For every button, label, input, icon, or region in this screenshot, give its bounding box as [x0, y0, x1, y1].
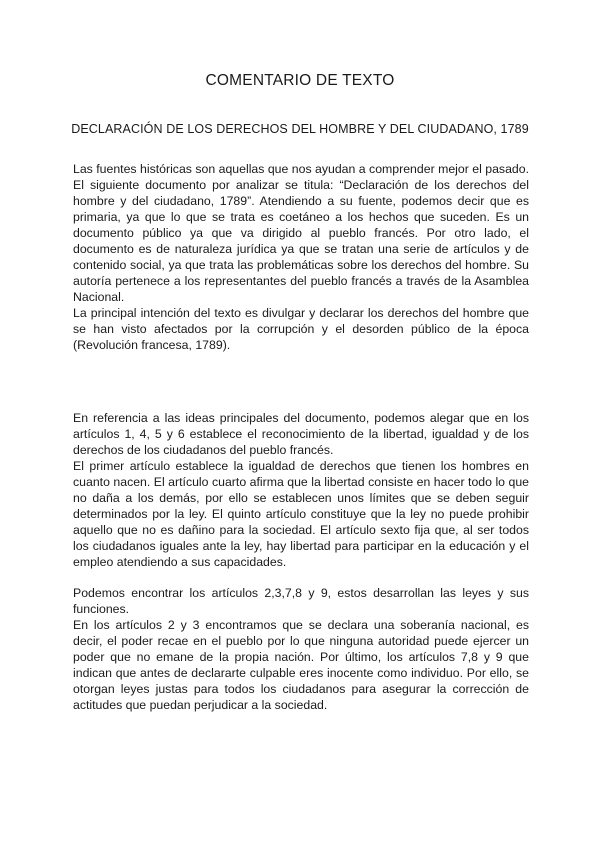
- paragraph: La principal intención del texto es divulgar y declarar los derechos del hombre que se han visto afectados por la corrupción y el desorden público de la época (Revolución francesa, 1789).: [73, 306, 529, 352]
- document-subtitle: DECLARACIÓN DE LOS DERECHOS DEL HOMBRE Y DEL CIUDADANO, 1789: [71, 122, 529, 136]
- document-title: COMENTARIO DE TEXTO: [205, 72, 395, 89]
- main-ideas-section: [73, 410, 529, 570]
- paragraph: Podemos encontrar los artículos 2,3,7,8 y 9, estos desarrollan las leyes y sus funciones.: [73, 586, 529, 616]
- paragraph: En referencia a las ideas principales del documento, podemos alegar que en los artículos 1, 4, 5 y 6 establece el reconocimiento de la libertad, igualdad y de los derechos de los ciudadanos del pueblo francés.: [73, 411, 529, 457]
- laws-section: [73, 585, 529, 713]
- paragraph: Las fuentes históricas son aquellas que nos ayudan a comprender mejor el pasado. El siguiente documento por analizar se titula: “Declaración de los derechos del hombre y del ciudadano, 1789”. Atendiendo a su fuente, podemos decir que es primaria, ya que lo que se trata es coetáneo a los hechos que suceden. Es un documento público ya que va dirigido al pueblo francés. Por otro lado, el documento es de naturaleza jurídica ya que se tratan una serie de artículos y de contenido social, ya que trata las problemáticas sobre los derechos del hombre. Su autoría pertenece a los representantes del pueblo francés a través de la Asamblea Nacional.: [73, 162, 529, 304]
- paragraph: El primer artículo establece la igualdad de derechos que tienen los hombres en cuanto nacen. El artículo cuarto afirma que la libertad consiste en hacer todo lo que no daña a los demás, por ello se establecen unos límites que se deben seguir determinados por la ley. El quinto artículo constituye que la ley no puede prohibir aquello que no es dañino para la sociedad. El artículo sexto fija que, al ser todos los ciudadanos iguales ante la ley, hay libertad para participar en la educación y el empleo atendiendo a sus capacidades.: [73, 459, 529, 569]
- intro-section: [73, 161, 529, 353]
- paragraph: En los artículos 2 y 3 encontramos que se declara una soberanía nacional, es decir, el poder recae en el pueblo por lo que ninguna autoridad puede ejercer un poder que no emane de la propia nación. Por último, los artículos 7,8 y 9 que indican que antes de declararte culpable eres inocente como individuo. Por ello, se otorgan leyes justas para todos los ciudadanos para asegurar la corrección de actitudes que puedan perjudicar a la sociedad.: [73, 618, 529, 712]
